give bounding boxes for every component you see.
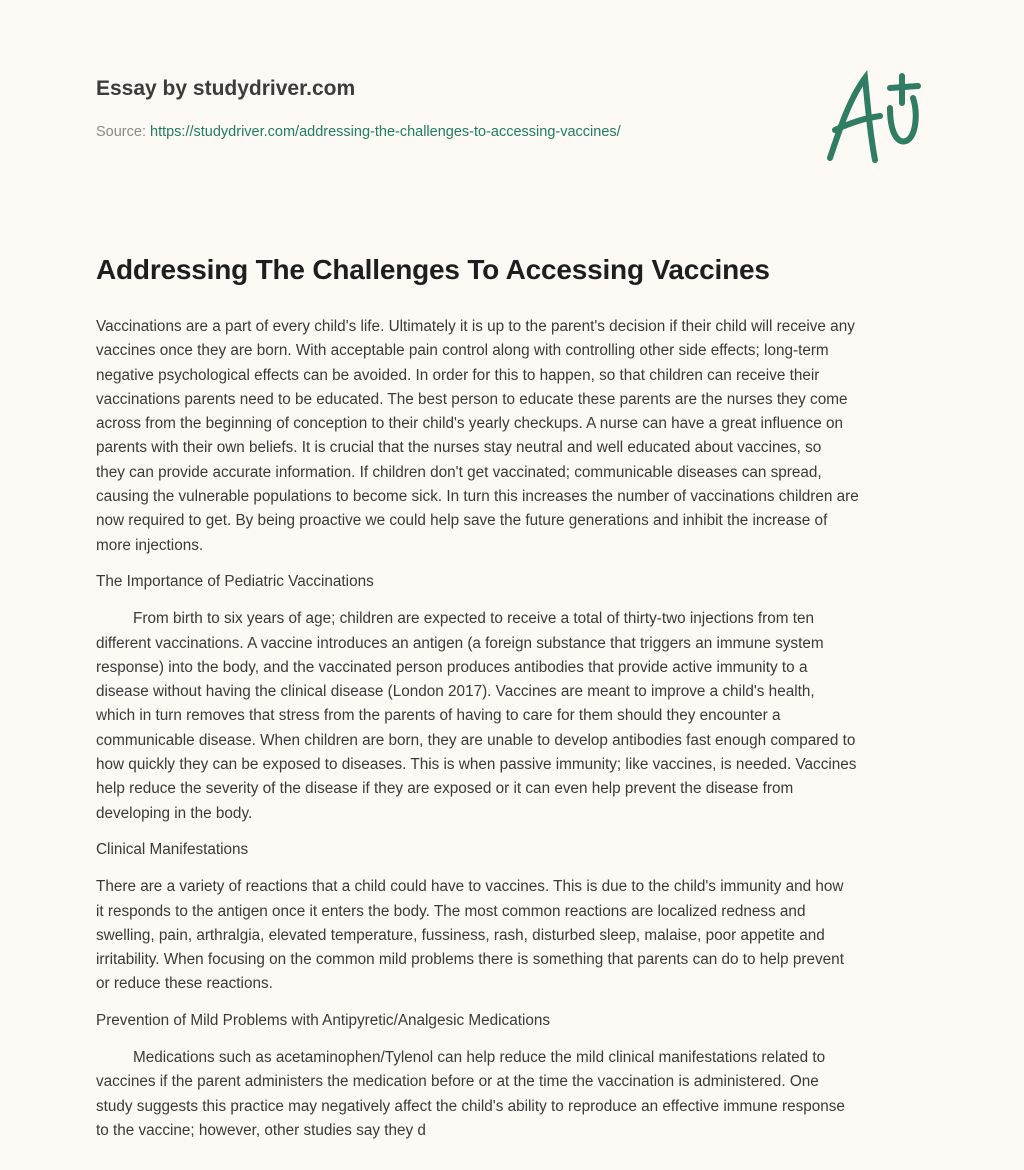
text-line: to the vaccine; however, other studies say they d [96,1121,426,1139]
text-line: Medications such as acetaminophen/Tylenol can help reduce the mild clinical manifestations related to [133,1049,826,1067]
text-line: irritability. When focusing on the common mild problems there is something that parents can do to help prevent [96,951,844,969]
text-line: different vaccinations. A vaccine introduces an antigen (a foreign substance that triggers an immune system [96,634,824,652]
text-line: study suggests this practice may negatively affect the child's ability to reproduce an effective immune response [96,1097,845,1115]
source-label: Source: [96,124,150,140]
text-line: now required to get. By being proactive we could help save the future generations and inhibit the increase of [96,512,828,530]
section-heading: Prevention of Mild Problems with Antipyretic/Analgesic Medications [96,1011,551,1029]
paragraph-intro [96,315,936,558]
paragraph-clinical [96,875,936,996]
paragraph-importance [96,607,936,826]
section-heading: Clinical Manifestations [96,840,249,858]
text-line: vaccines if the parent administers the medication before or at the time the vaccination is administered. One [96,1073,819,1091]
essay-title: Addressing The Challenges To Accessing Vaccines [96,254,770,285]
text-line: negative psychological effects can be avoided. In order for this to happen, so that children can receive their [96,366,820,384]
text-line: Vaccinations are a part of every child's life. Ultimately it is up to the parent's decision if their child will receive any [96,318,855,335]
text-line: or reduce these reactions. [96,975,273,993]
text-line: they can provide accurate information. If children don't get vaccinated; communicable diseases can spread, [96,463,822,481]
text-line: it responds to the antigen once it enters the body. The most common reactions are localized redness and [96,902,806,920]
text-line: parents with their own beliefs. It is crucial that the nurses stay neutral and well educated about vaccines, so [96,439,822,457]
text-line: communicable disease. When children are born, they are unable to develop antibodies fast enough compared to [96,731,856,749]
text-line: which in turn removes that stress from the parents of having to care for them should they encounter a [96,707,781,725]
a-plus-logo-icon [820,68,930,168]
text-line: across from the beginning of conception to their child's yearly checkups. A nurse can have a great influence on [96,415,843,433]
text-line: help reduce the severity of the disease if they are exposed or it can even help prevent the disease from [96,780,794,798]
text-line: disease without having the clinical disease (London 2017). Vaccines are meant to improve a child's health, [96,683,815,701]
text-line: response) into the body, and the vaccinated person produces antibodies that provide active immunity to a [96,658,808,676]
text-line: swelling, pain, arthralgia, elevated temperature, fussiness, rash, disturbed sleep, malaise, poor appetite and [96,926,825,944]
paragraph-prevention [96,1046,936,1143]
text-line: vaccinations parents need to be educated. The best person to educate these parents are the nurses they come [96,390,848,408]
source-link[interactable]: https://studydriver.com/addressing-the-challenges-to-accessing-vaccines/ [150,124,621,140]
text-line: causing the vulnerable populations to become sick. In turn this increases the number of vaccinations children are [96,488,859,506]
section-heading: The Importance of Pediatric Vaccinations [96,572,374,590]
text-line: more injections. [96,536,204,554]
source-line [96,124,621,140]
site-title: Essay by studydriver.com [96,77,356,100]
essay-body [96,315,936,1155]
text-line: From birth to six years of age; children are expected to receive a total of thirty-two injections from ten [133,610,815,628]
text-line: developing in the body. [96,804,253,822]
text-line: There are a variety of reactions that a child could have to vaccines. This is due to the child's immunity and how [96,878,844,896]
text-line: how quickly they can be exposed to diseases. This is when passive immunity; like vaccines, is needed. Vaccines [96,756,857,774]
text-line: vaccines once they are born. With acceptable pain control along with controlling other side effects; long-term [96,342,829,360]
